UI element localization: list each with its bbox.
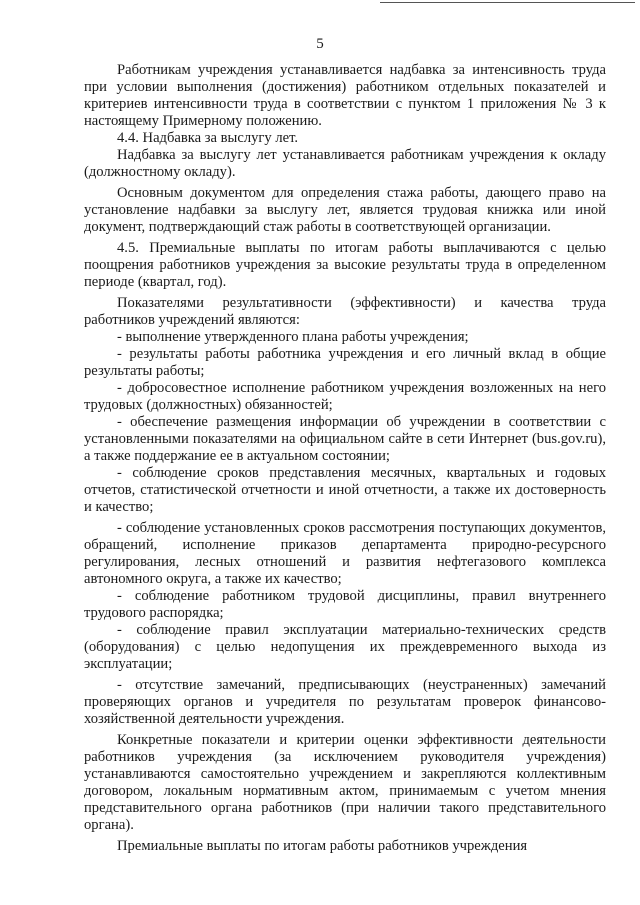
list-item: - результаты работы работника учреждения и его личный вклад в общие результаты работы;: [84, 346, 606, 379]
paragraph-indicators-intro: Показателями результативности (эффективности) и качества труда работников учреждений являются:: [84, 295, 606, 328]
list-item: - отсутствие замечаний, предписывающих (неустраненных) замечаний проверяющих органов и учредителя по результатам проверок финансово-хозяйственной деятельности учреждения.: [84, 677, 606, 727]
list-item: - добросовестное исполнение работником учреждения возложенных на него трудовых (должностных) обязанностей;: [84, 380, 606, 413]
paragraph-intensity-bonus: Работникам учреждения устанавливается надбавка за интенсивность труда при условии выполнения (достижения) работником отдельных показателей и критериев интенсивности труда в соответствии с пунктом 1 приложения № 3 к настоящему Примерному положению.: [84, 62, 606, 129]
list-item: - выполнение утвержденного плана работы учреждения;: [117, 329, 469, 345]
list-item: - соблюдение установленных сроков рассмотрения поступающих документов, обращений, исполнение приказов департамента природно-ресурсного регулирования, лесных отношений и развития нефтегазового комплекса автономного округа, а также их качество;: [84, 520, 606, 587]
top-edge-rule: [380, 2, 635, 3]
section-heading-4-4: 4.4. Надбавка за выслугу лет.: [117, 130, 299, 146]
list-item: - соблюдение сроков представления месячных, квартальных и годовых отчетов, статистической отчетности и иной отчетности, а также их достоверность и качество;: [84, 465, 606, 515]
section-paragraph-4-5: 4.5. Премиальные выплаты по итогам работы выплачиваются с целью поощрения работников учреждения за высокие результаты труда в определенном периоде (квартал, год).: [84, 240, 606, 290]
list-item: - соблюдение работником трудовой дисциплины, правил внутреннего трудового распорядка;: [84, 588, 606, 621]
paragraph-bonus-payments: Премиальные выплаты по итогам работы работников учреждения: [117, 838, 528, 854]
page-number: 5: [316, 36, 324, 52]
paragraph-seniority-bonus: Надбавка за выслугу лет устанавливается работникам учреждения к окладу (должностному окладу).: [84, 147, 606, 180]
document-body: [84, 62, 606, 855]
list-item: - соблюдение правил эксплуатации материально-технических средств (оборудования) с целью недопущения их преждевременного выхода из эксплуатации;: [84, 622, 606, 672]
paragraph-criteria: Конкретные показатели и критерии оценки эффективности деятельности работников учреждения (за исключением руководителя учреждения) устанавливаются самостоятельно учреждением и закрепляются коллективным договором, локальным нормативным актом, принимаемым с учетом мнения представительного органа работников (при наличии такого представительного органа).: [84, 732, 606, 833]
list-item: - обеспечение размещения информации об учреждении в соответствии с установленными показателями на официальном сайте в сети Интернет (bus.gov.ru), а также поддержание ее в актуальном состоянии;: [84, 414, 606, 464]
paragraph-seniority-document: Основным документом для определения стажа работы, дающего право на установление надбавки за выслугу лет, является трудовая книжка или иной документ, подтверждающий стаж работы в соответствующей организации.: [84, 185, 606, 235]
